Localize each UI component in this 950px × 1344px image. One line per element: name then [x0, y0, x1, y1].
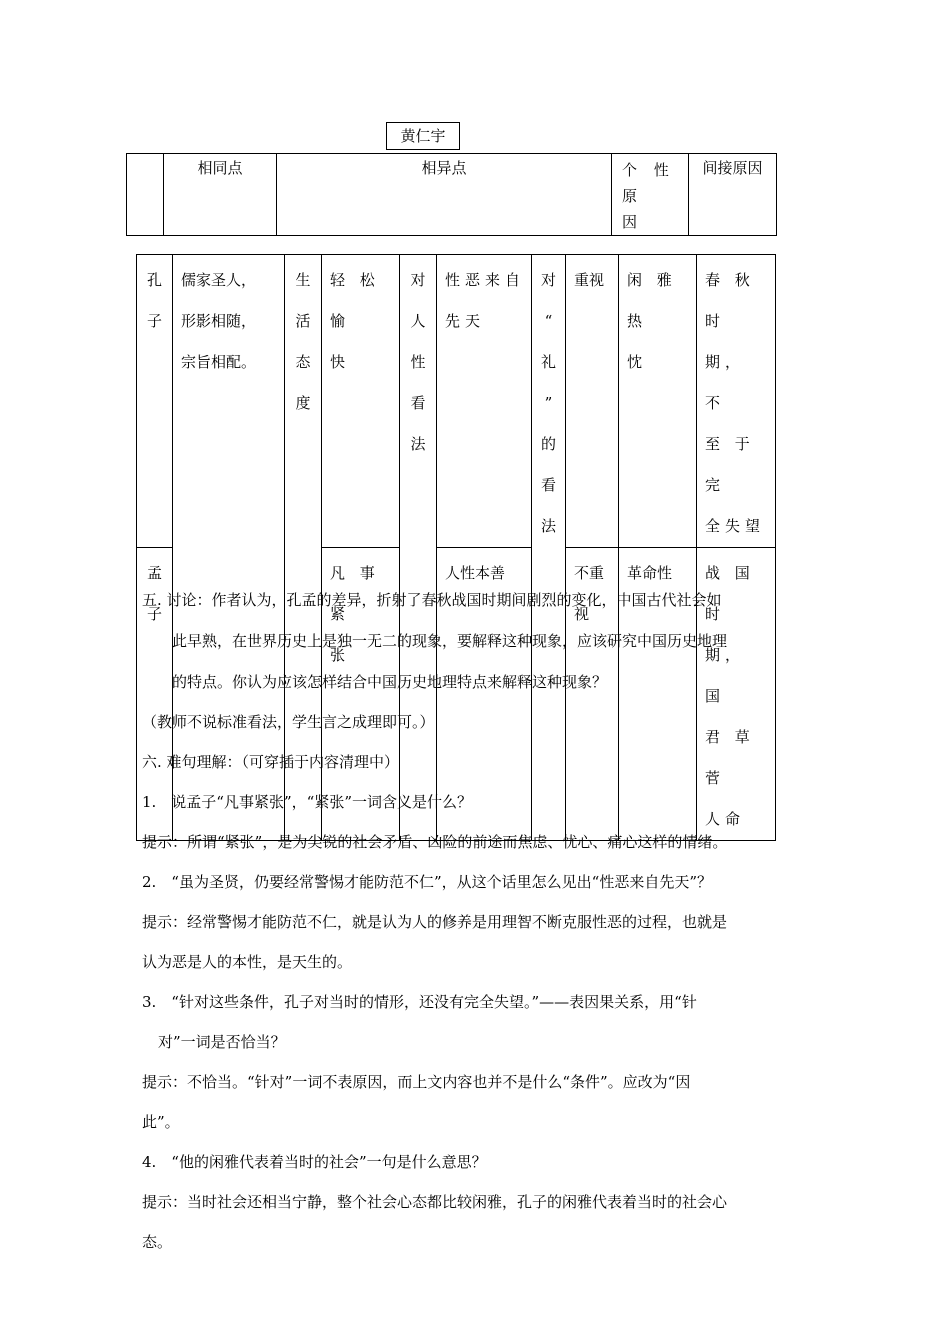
kongzi-indirect-cause: 春 秋 时 期， 不 至 于 完 全失望 [697, 255, 776, 548]
question-4: 4. “他的闲雅代表着当时的社会”一句是什么意思？ [142, 1153, 487, 1171]
answer-1: 提示：所谓“紧张”，是为尖锐的社会矛盾、凶险的前途而焦虑、忧心、痛心这样的情绪。 [142, 833, 728, 851]
section6-title: 六. 难句理解：（可穿插于内容清理中） [142, 753, 400, 771]
kongzi-personal-cause: 闲 雅 热 忱 [619, 255, 697, 548]
answer-2-line2: 认为恶是人的本性，是天生的。 [142, 953, 353, 971]
header-indirect-cause: 间接原因 [689, 154, 777, 236]
answer-3-line1: 提示：不恰当。“针对”一词不表原因，而上文内容也并不是什么“条件”。应改为“因 [142, 1073, 691, 1091]
mengzi-human-nature: 人性本善 [437, 548, 532, 841]
kongzi-life-attitude: 轻 松 愉 快 [322, 255, 400, 548]
life-attitude-label: 生 活 态 度 [285, 255, 322, 841]
question-3-line1: 3. “针对这些条件，孔子对当时的情形，还没有完全失望。”——表因果关系，用“针 [142, 993, 697, 1011]
header-same-point: 相同点 [164, 154, 277, 236]
header-empty-cell [127, 154, 164, 236]
row-mengzi-name: 孟 子 [137, 548, 173, 841]
question-1: 1. 说孟子“凡事紧张”，“紧张”一词含义是什么？ [142, 793, 472, 811]
mengzi-life-attitude: 凡 事 紧 张 [322, 548, 400, 841]
question-2: 2. “虽为圣贤，仍要经常警惕才能防范不仁”，从这个话里怎么见出“性恶来自先天”？ [142, 873, 712, 891]
same-point-cell: 儒家圣人， 形影相随， 宗旨相配。 [173, 255, 285, 841]
header-personal-cause-line1: 个 性 原 [622, 161, 675, 205]
mengzi-indirect-cause: 战 国 时 期， 国 君 草 菅 人命 [697, 548, 776, 841]
human-nature-view-label: 对 人 性 看 法 [400, 255, 437, 841]
section5-line3: 的特点。你认为应该怎样结合中国历史地理特点来解释这种现象？ [172, 673, 608, 691]
answer-4-line2: 态。 [142, 1233, 173, 1251]
kongzi-human-nature: 性恶来自 先天 [437, 255, 532, 548]
kongzi-rites: 重视 [566, 255, 619, 548]
header-personal-cause-line2: 因 [622, 213, 644, 231]
mengzi-rites: 不重 视 [566, 548, 619, 841]
mengzi-personal-cause: 革命性 [619, 548, 697, 841]
header-different-point: 相异点 [277, 154, 612, 236]
header-personal-cause [612, 154, 689, 236]
answer-2-line1: 提示：经常警惕才能防范不仁，就是认为人的修养是用理智不断克服性恶的过程，也就是 [142, 913, 728, 931]
rites-view-label: 对 “ 礼 ” 的 看 法 [532, 255, 566, 841]
section5-line2: 此早熟，在世界历史上是独一无二的现象，要解释这种现象，应该研究中国历史地理 [172, 632, 728, 650]
answer-3-line2: 此”。 [142, 1113, 180, 1131]
comparison-header-table [126, 153, 777, 236]
section5-line1: 五. 讨论：作者认为，孔孟的差异，折射了春秋战国时期间剧烈的变化，中国古代社会如 [142, 591, 722, 609]
question-3-line2: 对”一词是否恰当？ [158, 1033, 286, 1051]
section5-note: （教师不说标准看法，学生言之成理即可。） [142, 713, 435, 731]
row-kongzi-name: 孔 子 [137, 255, 173, 548]
author-name-box: 黄仁宇 [386, 122, 460, 150]
answer-4-line1: 提示：当时社会还相当宁静，整个社会心态都比较闲雅，孔子的闲雅代表着当时的社会心 [142, 1193, 728, 1211]
